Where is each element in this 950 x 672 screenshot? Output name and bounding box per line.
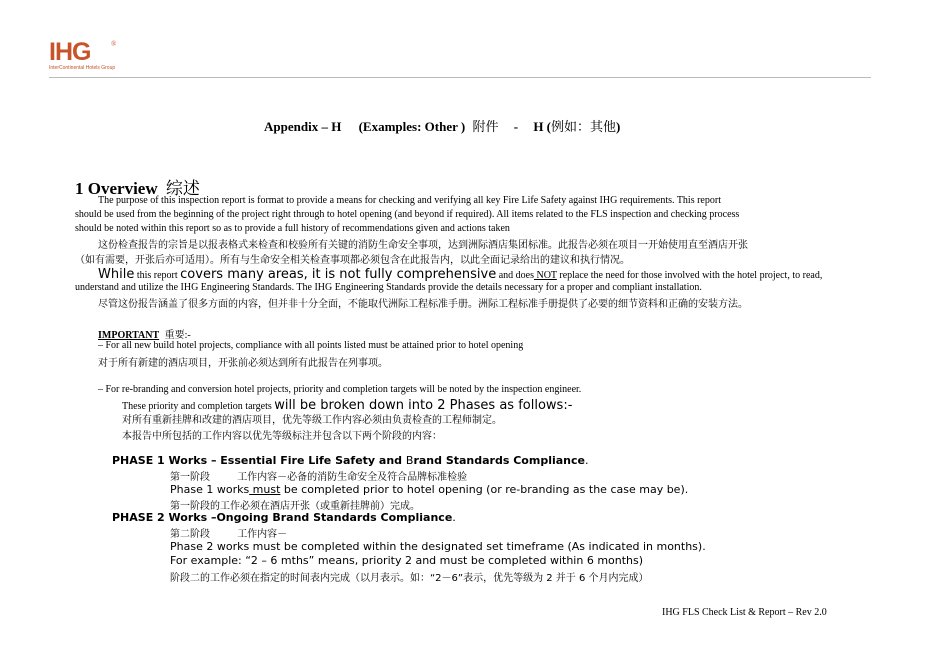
overview-p1-line1: The purpose of this inspection report is format to provide a means for checking and verifying all key Fire Life Safety against IHG requirements. This report — [98, 195, 721, 206]
p2-this-report: this report — [134, 270, 181, 281]
title-appendix: Appendix – H — [264, 119, 342, 134]
phase1-desc-b: be completed prior to hotel opening (or re-branding as the case may be). — [280, 483, 689, 496]
phase1-desc-cn: 第一阶段的工作必须在酒店开张（或重新挂牌前）完成。 — [170, 501, 420, 512]
overview-p2-line1 — [98, 265, 822, 283]
overview-p1-line2: should be used from the beginning of the project right through to hotel opening (and beyond if required). All items related to the FLS inspection and checking process — [75, 209, 740, 220]
phase2-cn-desc: 工作内容－ — [237, 529, 288, 540]
overview-p1-line3: should be noted within this report so as to provide a full history of recommendations given and actions taken — [75, 223, 510, 234]
page-title — [264, 116, 620, 135]
phase1-title-dot: . — [584, 454, 589, 467]
overview-p2-cn: 尽管这份报告涵盖了很多方面的内容，但并非十分全面，不能取代洲际工程标准手册。洲际工程标准手册提供了必要的细节资料和正确的安装方法。 — [98, 299, 748, 310]
important-bullet2-cn1: 对所有重新挂牌和改建的酒店项目，优先等级工作内容必须由负责检查的工程师制定。 — [122, 415, 502, 426]
phase2-desc-cn: 阶段二的工作必须在指定的时间表内完成（以月表示。如：“2－6”表示，优先等级为 2 并于 6 个月内完成） — [170, 573, 649, 584]
overview-heading-text: 1 Overview — [75, 179, 158, 198]
title-close: ) — [616, 119, 621, 134]
title-dash: - — [513, 119, 519, 134]
phase1-desc — [170, 483, 688, 496]
phase1-desc-a: Phase 1 works — [170, 483, 250, 496]
important-label: IMPORTANT — [98, 330, 160, 341]
phase1-cn-desc: 工作内容－必备的消防生命安全及符合品牌标准检验 — [237, 472, 468, 483]
phase1-title-c: rand Standards Compliance — [413, 454, 585, 467]
p2-and-does: and does — [496, 270, 534, 281]
logo-mark: IHG — [49, 38, 91, 66]
logo-registered-mark: ® — [111, 40, 117, 48]
title-cn-appendix: 附件 — [472, 120, 499, 135]
phase1-title — [112, 454, 588, 467]
important-bullet2: – For re-branding and conversion hotel projects, priority and completion targets will be noted by the inspection engineer. — [98, 384, 582, 395]
p2-replace: replace the need for those involved with the hotel project, to read, — [556, 270, 823, 281]
phase2-title — [112, 511, 456, 524]
p2-while: While — [98, 267, 135, 282]
important-label-cn: 重要 — [164, 330, 185, 341]
ihg-logo — [49, 40, 129, 80]
important-heading — [98, 326, 191, 341]
phase2-cn-stage: 第二阶段 — [170, 529, 210, 540]
targets-text: These priority and completion targets — [122, 401, 275, 412]
important-suffix: :- — [184, 330, 191, 341]
title-cn-examples: 例如：其他 — [551, 120, 617, 135]
p2-covers: covers many areas, it is not fully comprehensive — [180, 267, 497, 282]
phase1-cn — [170, 468, 467, 483]
important-bullet1: – For all new build hotel projects, compliance with all points listed must be attained prior to hotel opening — [98, 340, 524, 351]
phases-text: will be broken down into 2 Phases as follows:- — [274, 398, 573, 413]
p2-not: NOT — [533, 270, 557, 281]
phase2-desc2: For example: “2 – 6 mths” means, priority 2 and must be completed within 6 months) — [170, 554, 644, 567]
phase2-title-text: PHASE 2 Works –Ongoing Brand Standards Compliance — [112, 511, 453, 524]
phase1-title-a: PHASE 1 Works – Essential Fire Life Safety and — [112, 454, 406, 467]
header-divider — [49, 77, 871, 78]
phase1-title-b: B — [405, 454, 414, 467]
overview-heading-cn: 综述 — [165, 179, 200, 199]
important-bullet2-cn2: 本报告中所包括的工作内容以优先等级标注并包含以下两个阶段的内容： — [122, 431, 442, 442]
phase2-desc1: Phase 2 works must be completed within the designated set timeframe (As indicated in months). — [170, 540, 706, 553]
phase2-cn — [170, 525, 287, 540]
phase1-desc-must: must — [249, 483, 281, 496]
title-h: H ( — [533, 119, 552, 134]
phase1-cn-stage: 第一阶段 — [170, 472, 210, 483]
phase2-title-dot: . — [452, 511, 456, 524]
overview-p1-cn-line1: 这份检查报告的宗旨是以报表格式来检查和校验所有关键的消防生命安全事项，达到洲际酒店集团标准。此报告必须在项目一开始使用直至酒店开张 — [98, 240, 748, 251]
overview-p1-cn-line2: （如有需要，开张后亦可适用）。所有与生命安全相关检查事项都必须包含在此报告内，以此全面记录给出的建议和执行情况。 — [75, 255, 630, 266]
overview-p2-line2: understand and utilize the IHG Engineering Standards. The IHG Engineering Standards provide the details necessary for a proper and compliant installation. — [75, 282, 702, 293]
title-examples: (Examples: Other ) — [358, 119, 466, 134]
logo-subtitle: InterContinental Hotels Group — [49, 65, 116, 71]
page-footer: IHG FLS Check List & Report – Rev 2.0 — [662, 607, 827, 618]
important-bullet1-cn: 对于所有新建的酒店项目，开张前必须达到所有此报告在列事项。 — [98, 358, 388, 369]
